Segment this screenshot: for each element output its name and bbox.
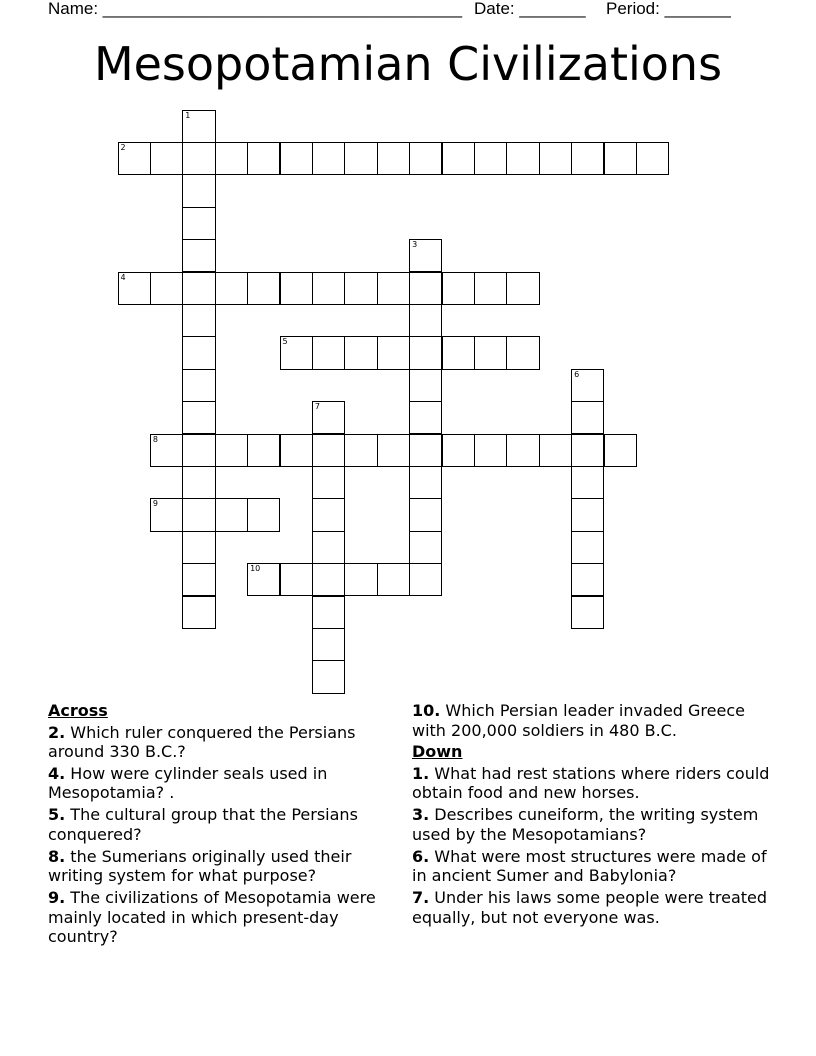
clue-number: 1. bbox=[412, 763, 430, 783]
clue-text: The civilizations of Mesopotamia were mainly located in which present-day country? bbox=[48, 888, 376, 947]
crossword-cell[interactable] bbox=[150, 142, 183, 175]
crossword-cell[interactable] bbox=[344, 142, 377, 175]
clue-text: What were most structures were made of in ancient Sumer and Babylonia? bbox=[412, 846, 767, 886]
crossword-cell[interactable] bbox=[312, 596, 345, 629]
crossword-cell[interactable] bbox=[474, 336, 507, 369]
crossword-cell[interactable] bbox=[247, 498, 280, 531]
crossword-cell[interactable] bbox=[182, 207, 215, 240]
clue-text: How were cylinder seals used in Mesopotamia? . bbox=[48, 763, 328, 803]
crossword-cell[interactable] bbox=[182, 434, 215, 467]
crossword-cell[interactable] bbox=[571, 498, 604, 531]
clue-number-label: 6 bbox=[574, 369, 580, 379]
clue-text: Which ruler conquered the Persians around 330 B.C.? bbox=[48, 722, 356, 761]
crossword-cell[interactable] bbox=[571, 531, 604, 564]
crossword-cell[interactable] bbox=[506, 272, 539, 305]
crossword-cell[interactable] bbox=[377, 142, 410, 175]
clue-number: 3. bbox=[412, 805, 430, 825]
crossword-cell[interactable] bbox=[442, 336, 475, 369]
crossword-cell[interactable] bbox=[604, 434, 637, 467]
crossword-cell[interactable] bbox=[604, 142, 637, 175]
crossword-cell[interactable] bbox=[182, 110, 215, 143]
crossword-cell[interactable] bbox=[409, 142, 442, 175]
crossword-cell[interactable] bbox=[571, 369, 604, 402]
crossword-cell[interactable] bbox=[409, 272, 442, 305]
crossword-cell[interactable] bbox=[442, 272, 475, 305]
crossword-cell[interactable] bbox=[409, 531, 442, 564]
clue-across-2 bbox=[48, 723, 398, 762]
crossword-cell[interactable] bbox=[182, 369, 215, 402]
clue-text: What had rest stations where riders could obtain food and new horses. bbox=[412, 763, 770, 803]
crossword-cell[interactable] bbox=[182, 304, 215, 337]
crossword-cell[interactable] bbox=[409, 336, 442, 369]
clue-number: 9. bbox=[48, 888, 66, 908]
crossword-cell[interactable] bbox=[409, 304, 442, 337]
crossword-cell[interactable] bbox=[118, 142, 151, 175]
clues-column-right bbox=[412, 701, 782, 929]
clue-number: 4. bbox=[48, 763, 66, 783]
crossword-cell[interactable] bbox=[247, 434, 280, 467]
crossword-cell[interactable] bbox=[182, 174, 215, 207]
clue-across-10 bbox=[412, 701, 782, 740]
crossword-cell[interactable] bbox=[539, 434, 572, 467]
clue-text: Under his laws some people were treated equally, but not everyone was. bbox=[412, 888, 768, 927]
clue-number: 2. bbox=[48, 722, 66, 742]
clue-number-label: 8 bbox=[152, 434, 158, 444]
clue-number-label: 9 bbox=[152, 499, 158, 509]
down-heading: Down bbox=[412, 742, 463, 762]
crossword-cell[interactable] bbox=[150, 272, 183, 305]
period-field[interactable]: Period: _______ bbox=[606, 0, 731, 18]
crossword-cell[interactable] bbox=[280, 272, 313, 305]
clue-text: The cultural group that the Persians conquered? bbox=[48, 805, 358, 844]
crossword-cell[interactable] bbox=[506, 336, 539, 369]
crossword-cell[interactable] bbox=[182, 466, 215, 499]
crossword-cell[interactable] bbox=[442, 434, 475, 467]
clue-number: 6. bbox=[412, 846, 430, 866]
crossword-cell[interactable] bbox=[474, 272, 507, 305]
crossword-cell[interactable] bbox=[182, 401, 215, 434]
crossword-cell[interactable] bbox=[571, 142, 604, 175]
clue-down-7 bbox=[412, 888, 782, 927]
crossword-cell[interactable] bbox=[409, 434, 442, 467]
crossword-cell[interactable] bbox=[215, 434, 248, 467]
crossword-cell[interactable] bbox=[182, 596, 215, 629]
crossword-cell[interactable] bbox=[312, 466, 345, 499]
crossword-cell[interactable] bbox=[377, 336, 410, 369]
crossword-cell[interactable] bbox=[312, 272, 345, 305]
crossword-cell[interactable] bbox=[215, 272, 248, 305]
crossword-cell[interactable] bbox=[182, 272, 215, 305]
clue-text: the Sumerians originally used their writing system for what purpose? bbox=[48, 846, 352, 886]
clues-column-left bbox=[48, 701, 398, 949]
crossword-cell[interactable] bbox=[182, 336, 215, 369]
crossword-cell[interactable] bbox=[409, 498, 442, 531]
crossword-cell[interactable] bbox=[344, 563, 377, 596]
clue-down-1 bbox=[412, 764, 782, 803]
crossword-cell[interactable] bbox=[377, 563, 410, 596]
crossword-cell[interactable] bbox=[636, 142, 669, 175]
crossword-cell[interactable] bbox=[474, 142, 507, 175]
clue-down-3 bbox=[412, 805, 782, 844]
crossword-cell[interactable] bbox=[409, 401, 442, 434]
crossword-cell[interactable] bbox=[409, 466, 442, 499]
crossword-cell[interactable] bbox=[247, 272, 280, 305]
crossword-cell[interactable] bbox=[118, 272, 151, 305]
clue-text: Describes cuneiform, the writing system used by the Mesopotamians? bbox=[412, 805, 759, 844]
date-field[interactable]: Date: _______ bbox=[474, 0, 586, 18]
clue-number-label: 5 bbox=[282, 337, 288, 347]
crossword-cell[interactable] bbox=[247, 563, 280, 596]
crossword-cell[interactable] bbox=[571, 401, 604, 434]
crossword-cell[interactable] bbox=[506, 142, 539, 175]
clue-across-4 bbox=[48, 764, 398, 803]
crossword-cell[interactable] bbox=[215, 498, 248, 531]
crossword-cell[interactable] bbox=[215, 142, 248, 175]
crossword-cell[interactable] bbox=[247, 142, 280, 175]
name-field[interactable]: Name: ______________________________________ bbox=[48, 0, 463, 18]
clue-down-6 bbox=[412, 847, 782, 886]
crossword-cell[interactable] bbox=[182, 142, 215, 175]
crossword-cell[interactable] bbox=[312, 660, 345, 693]
crossword-cell[interactable] bbox=[377, 434, 410, 467]
crossword-cell[interactable] bbox=[312, 531, 345, 564]
crossword-cell[interactable] bbox=[280, 336, 313, 369]
crossword-cell[interactable] bbox=[150, 498, 183, 531]
crossword-cell[interactable] bbox=[312, 336, 345, 369]
clue-number: 5. bbox=[48, 805, 66, 825]
crossword-cell[interactable] bbox=[312, 142, 345, 175]
crossword-cell[interactable] bbox=[474, 434, 507, 467]
clue-number-label: 3 bbox=[412, 240, 418, 250]
crossword-cell[interactable] bbox=[312, 563, 345, 596]
crossword-cell[interactable] bbox=[312, 401, 345, 434]
crossword-cell[interactable] bbox=[312, 498, 345, 531]
crossword-cell[interactable] bbox=[571, 563, 604, 596]
crossword-cell[interactable] bbox=[539, 142, 572, 175]
crossword-cell[interactable] bbox=[409, 563, 442, 596]
clue-across-5 bbox=[48, 805, 398, 844]
clue-number-label: 1 bbox=[185, 110, 191, 120]
crossword-cell[interactable] bbox=[182, 498, 215, 531]
clue-number-label: 2 bbox=[120, 142, 126, 152]
clue-number: 7. bbox=[412, 888, 430, 908]
clue-number-label: 7 bbox=[314, 402, 320, 412]
crossword-cell[interactable] bbox=[344, 336, 377, 369]
clue-number: 8. bbox=[48, 846, 66, 866]
crossword-cell[interactable] bbox=[344, 272, 377, 305]
page-title: Mesopotamian Civilizations bbox=[93, 37, 723, 91]
crossword-cell[interactable] bbox=[571, 434, 604, 467]
clue-number: 10. bbox=[412, 701, 441, 720]
crossword-cell[interactable] bbox=[312, 434, 345, 467]
crossword-cell[interactable] bbox=[442, 142, 475, 175]
crossword-cell[interactable] bbox=[409, 239, 442, 272]
clue-across-9 bbox=[48, 888, 398, 947]
crossword-cell[interactable] bbox=[280, 434, 313, 467]
crossword-cell[interactable] bbox=[506, 434, 539, 467]
crossword-cell[interactable] bbox=[182, 531, 215, 564]
clue-number-label: 4 bbox=[120, 272, 126, 282]
clue-text: Which Persian leader invaded Greece with 200,000 soldiers in 480 B.C. bbox=[412, 701, 745, 740]
crossword-cell[interactable] bbox=[150, 434, 183, 467]
crossword-cell[interactable] bbox=[182, 239, 215, 272]
across-heading: Across bbox=[48, 701, 108, 720]
crossword-cell[interactable] bbox=[571, 466, 604, 499]
crossword-cell[interactable] bbox=[377, 272, 410, 305]
crossword-cell[interactable] bbox=[344, 434, 377, 467]
crossword-cell[interactable] bbox=[182, 563, 215, 596]
crossword-cell[interactable] bbox=[312, 628, 345, 661]
clue-number-label: 10 bbox=[250, 564, 261, 574]
crossword-cell[interactable] bbox=[409, 369, 442, 402]
crossword-cell[interactable] bbox=[571, 596, 604, 629]
crossword-cell[interactable] bbox=[280, 563, 313, 596]
clue-across-8 bbox=[48, 847, 398, 886]
crossword-cell[interactable] bbox=[280, 142, 313, 175]
